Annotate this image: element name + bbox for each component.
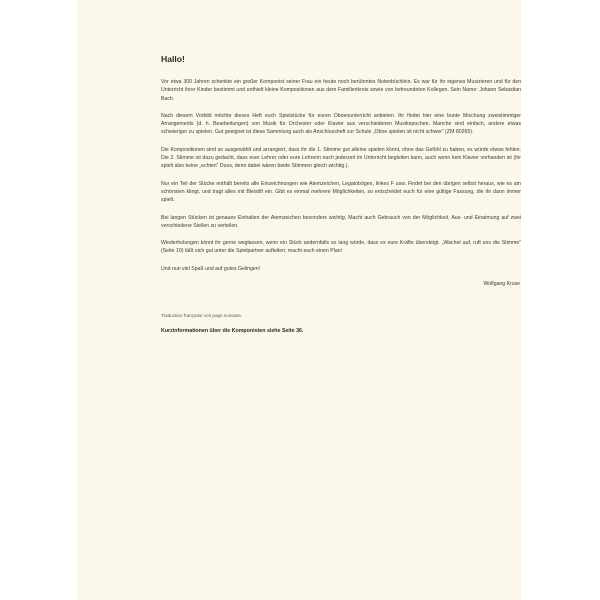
paragraph-breathing: Bei langen Stücken ist genaues Einhalten der Atemzeichen besonders wichtig. Macht auch Gebrauch von der Möglichkeit, Aus- und Einatmung auf zwei verschiedene Stellen zu verteilen. xyxy=(161,214,521,229)
paragraph-purpose: Nach diesem Vorbild möchte dieses Heft euch Spielstücke für euren Oboenunterricht anbieten. Ihr findet hier eine bunte Mischung zweistimmiger Arrangements (d. h. Bearbeitungen) von Musik für Orchester oder Klavier aus verschiedenen Musikepochen. Manche sind einfach, andere etwas schwieriger zu spielen. Gut geeignet ist diese Sammlung auch als Anschlussheft zur Schule „Oboe spielen ist nicht schwer“ (ZM 80265). xyxy=(161,112,521,136)
paragraph-markings: Nur ein Teil der Stücke enthält bereits alle Einzeichnungen wie Atemzeichen, Legatobögen, linkes F usw. Findet bei den übrigen selbst heraus, wie es am schönsten klingt, und tragt alles mit Bleistift ein. Gibt es einmal mehrere Möglichkeiten, so entscheidet euch für eine gültige Fassung, die ihr dann immer spielt. xyxy=(161,180,521,204)
greeting-heading: Hallo! xyxy=(161,54,185,64)
composer-info-note: Kurzinformationen über die Komponisten siehe Seite 36. xyxy=(161,328,304,335)
paragraph-closing: Und nun viel Spaß und auf gutes Gelingen! xyxy=(161,265,261,272)
paragraph-intro: Vor etwa 300 Jahren schenkte ein großer Komponist seiner Frau ein heute noch berühmtes Notenbüchlein. Es war für ihr eigenes Musizieren und für den Unterricht ihrer Kinder bestimmt und enthielt kleine Kompositionen aus dem Familienkreis sowie von befreundeten Kollegen. Sein Name: Johann Sebastian Bach. xyxy=(161,79,521,102)
translation-note: Traduction française voir page suivante. xyxy=(161,313,243,319)
document-page xyxy=(77,0,521,600)
letter-content xyxy=(161,54,521,334)
paragraph-repeats: Wiederholungen könnt ihr gerne weglassen, wenn ein Stück andernfalls so lang würde, dass es eure Kräfte übersteigt. „Wachet auf, ruft uns die Stimme“ (Seite 10) läßt sich gut unter die Spielpartner aufteilen; macht euch einen Plan! xyxy=(161,240,521,255)
signature: Wolfgang Kruse xyxy=(483,281,520,288)
paragraph-voices: Die Kompositionen sind so ausgewählt und arrangiert, dass ihr die 1. Stimme gut alleine spielen könnt, ohne das Gefühl zu haben, es würde etwas fehlen. Die 2. Stimme ist dazu gedacht, dass euer Lehrer oder eure Lehrerin euch jederzeit im Unterricht begleiten kann, auch wenn kein Klavier vorhanden ist (ihr spielt also keine „echten“ Duos, denn dabei wären beide Stimmen gleich wichtig.). xyxy=(161,146,521,170)
